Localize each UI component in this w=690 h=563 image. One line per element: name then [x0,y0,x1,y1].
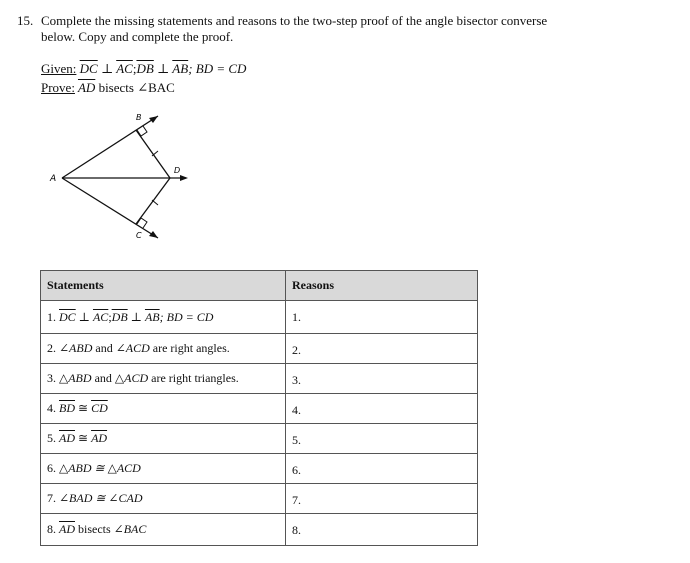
congruent-symbol: ≅ [75,431,92,445]
seg-ad: $\overline{AD}$ [91,431,108,445]
statement-6 [41,454,286,484]
given-seg-db: $\overline{DB}$ [136,61,154,76]
table-row [41,514,478,546]
seg-cd: $\overline{CD}$ [91,401,108,415]
given-separator: ; [132,61,137,76]
reason-8[interactable]: 8. [286,514,478,546]
seg-ab: $\overline{AB}$ [144,309,160,324]
statement-number: 8. [47,522,56,536]
statement-4 [41,394,286,424]
statement-2 [41,334,286,364]
statement-text: ∠BAD ≅ ∠CAD [59,491,143,505]
arrow-ab [149,116,158,123]
statement-tail: ; BD = CD [159,309,214,324]
reason-3[interactable]: 3. [286,364,478,394]
statement-rest: are right triangles. [151,371,239,385]
label-b: B [136,113,142,122]
conjunction: and [95,341,113,355]
table-header-row [41,271,478,301]
arrow-ad [180,175,188,181]
header-reasons: Reasons [286,271,478,301]
kite-figure [40,110,210,245]
statement-number: 2. [47,341,56,355]
angle-bac: ∠BAC [113,522,147,536]
seg-dc: $\overline{DC}$ [59,309,76,324]
prove-line [41,80,175,96]
seg-bd: $\overline{BD}$ [59,401,75,415]
perp-symbol: ⊥ [127,309,145,324]
separator: ; [108,309,112,324]
statement-text: △ABD ≅ △ACD [59,461,141,475]
label-a: A [50,174,57,184]
given-perp-2: ⊥ [157,61,170,76]
angle-abd: ∠ABD [59,341,93,355]
seg-ac: $\overline{AC}$ [92,309,109,324]
given-line [41,61,246,77]
segment-bd [136,130,170,178]
given-seg-ac: $\overline{AC}$ [116,61,133,76]
statement-number: 5. [47,431,56,445]
statement-number: 4. [47,401,56,415]
seg-db: $\overline{DB}$ [111,309,128,324]
given-seg-ab: $\overline{AB}$ [172,61,189,76]
header-statements: Statements [41,271,286,301]
table-row [41,454,478,484]
perp-symbol: ⊥ [75,309,93,324]
segment-ac [62,178,158,238]
segment-ab [62,116,158,178]
problem-text: Complete the missing statements and reasons to the two-step proof of the angle bisector converse below. Copy and complete the proof. [41,13,548,44]
prove-seg-ad: $\overline{AD}$ [77,80,96,95]
table-row [41,334,478,364]
statement-5 [41,424,286,454]
given-tail: ; BD = CD [188,61,247,76]
seg-ad: $\overline{AD}$ [59,431,75,445]
proof-table [40,270,478,546]
congruent-symbol: ≅ [75,401,92,415]
statement-8 [41,514,286,546]
table-row [41,484,478,514]
reason-7[interactable]: 7. [286,484,478,514]
statement-rest: are right angles. [152,341,230,355]
statement-number: 1. [47,309,56,324]
table-row [41,394,478,424]
angle-acd: ∠ACD [115,341,150,355]
statement-word: bisects [78,522,111,536]
statement-number: 7. [47,491,56,505]
label-c: C [136,231,142,240]
statement-1 [41,301,286,334]
statement-3 [41,364,286,394]
prove-label: Prove: [41,80,75,95]
triangle-acd: △ACD [114,371,149,385]
problem-number: 15. [17,13,34,28]
arrow-ac [149,231,158,238]
table-row [41,424,478,454]
tick-cd [152,200,158,205]
seg-ad: $\overline{AD}$ [59,522,75,536]
statement-number: 3. [47,371,56,385]
table-row [41,364,478,394]
table-row [41,301,478,334]
reason-1[interactable]: 1. [286,301,478,334]
conjunction: and [94,371,112,385]
label-d: D [174,166,181,175]
reason-6[interactable]: 6. [286,454,478,484]
given-seg-dc: $\overline{DC}$ [79,61,98,76]
reason-5[interactable]: 5. [286,424,478,454]
statement-7 [41,484,286,514]
prove-rest: bisects ∠BAC [98,80,175,95]
reason-4[interactable]: 4. [286,394,478,424]
reason-2[interactable]: 2. [286,334,478,364]
given-label: Given: [41,61,77,76]
statement-number: 6. [47,461,56,475]
triangle-abd: △ABD [59,371,92,385]
given-perp-1: ⊥ [100,61,114,76]
